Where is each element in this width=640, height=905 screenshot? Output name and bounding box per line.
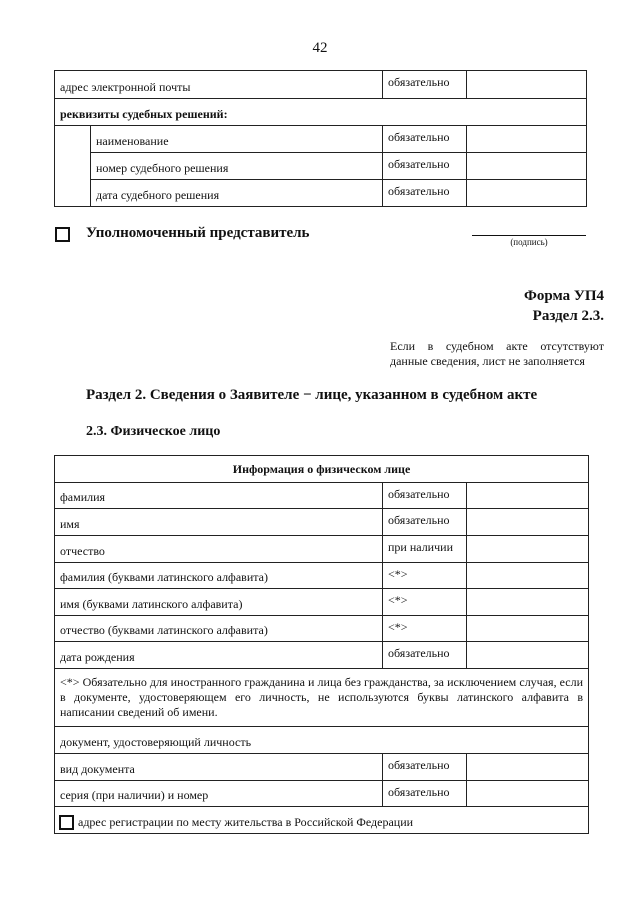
section-title: Раздел 2. Сведения о Заявителе − лице, указанном в судебном акте	[86, 387, 538, 403]
birth-date-requirement: обязательно	[383, 642, 467, 669]
indent-cell	[55, 126, 91, 207]
email-label: адрес электронной почты	[55, 71, 383, 99]
document-number-label: серия (при наличии) и номер	[55, 781, 383, 807]
latin-surname-requirement: <*>	[383, 563, 467, 589]
latin-patronymic-requirement: <*>	[383, 616, 467, 642]
subsection-title: 2.3. Физическое лицо	[86, 424, 221, 439]
address-row	[55, 807, 589, 834]
decision-number-label: номер судебного решения	[91, 153, 383, 180]
court-name-value-cell[interactable]	[467, 126, 587, 153]
page-number: 42	[312, 40, 328, 56]
decision-number-value-cell[interactable]	[467, 153, 587, 180]
decision-date-requirement: обязательно	[383, 180, 467, 207]
latin-patronymic-value-cell[interactable]	[467, 616, 589, 642]
address-label: адрес регистрации по месту жительства в Российской Федерации	[78, 815, 414, 829]
decision-date-value-cell[interactable]	[467, 180, 587, 207]
identity-document-header: документ, удостоверяющий личность	[55, 727, 589, 754]
document-type-requirement: обязательно	[383, 754, 467, 781]
latin-first-name-requirement: <*>	[383, 589, 467, 616]
birth-date-value-cell[interactable]	[467, 642, 589, 669]
birth-date-label: дата рождения	[55, 642, 383, 669]
latin-first-name-value-cell[interactable]	[467, 589, 589, 616]
form-note-line2: данные сведения, лист не заполняется	[390, 354, 585, 368]
first-name-requirement: обязательно	[383, 509, 467, 536]
form-title: Форма УП4	[523, 288, 604, 304]
surname-requirement: обязательно	[383, 483, 467, 509]
decision-number-requirement: обязательно	[383, 153, 467, 180]
individual-info-header: Информация о физическом лице	[55, 456, 589, 483]
court-decisions-header: реквизиты судебных решений:	[55, 99, 587, 126]
email-requirement: обязательно	[383, 71, 467, 99]
address-checkbox[interactable]	[59, 815, 74, 830]
latin-surname-value-cell[interactable]	[467, 563, 589, 589]
latin-first-name-label: имя (буквами латинского алфавита)	[55, 589, 383, 616]
signature-line	[472, 235, 586, 236]
representative-checkbox[interactable]	[55, 227, 70, 242]
surname-value-cell[interactable]	[467, 483, 589, 509]
first-name-label: имя	[55, 509, 383, 536]
signature-caption: (подпись)	[510, 237, 548, 247]
form-section: Раздел 2.3.	[532, 308, 604, 324]
patronymic-requirement: при наличии	[383, 536, 467, 563]
first-name-value-cell[interactable]	[467, 509, 589, 536]
document-number-value-cell[interactable]	[467, 781, 589, 807]
document-number-requirement: обязательно	[383, 781, 467, 807]
latin-footnote: <*> Обязательно для иностранного гражданина и лица без гражданства, за исключением случая, если в документе, удостоверяющем его личность, не используются буквы латинского алфавита в написании сведений об имени.	[55, 669, 589, 727]
representative-label: Уполномоченный представитель	[86, 225, 310, 241]
document-type-value-cell[interactable]	[467, 754, 589, 781]
form-note-line1: Если в судебном акте отсутствуют	[390, 339, 604, 353]
surname-label: фамилия	[55, 483, 383, 509]
individual-info-table	[54, 455, 589, 834]
decision-date-label: дата судебного решения	[91, 180, 383, 207]
latin-patronymic-label: отчество (буквами латинского алфавита)	[55, 616, 383, 642]
court-decision-table	[54, 70, 587, 207]
court-name-label: наименование	[91, 126, 383, 153]
patronymic-label: отчество	[55, 536, 383, 563]
court-name-requirement: обязательно	[383, 126, 467, 153]
document-type-label: вид документа	[55, 754, 383, 781]
latin-surname-label: фамилия (буквами латинского алфавита)	[55, 563, 383, 589]
email-value-cell[interactable]	[467, 71, 587, 99]
patronymic-value-cell[interactable]	[467, 536, 589, 563]
